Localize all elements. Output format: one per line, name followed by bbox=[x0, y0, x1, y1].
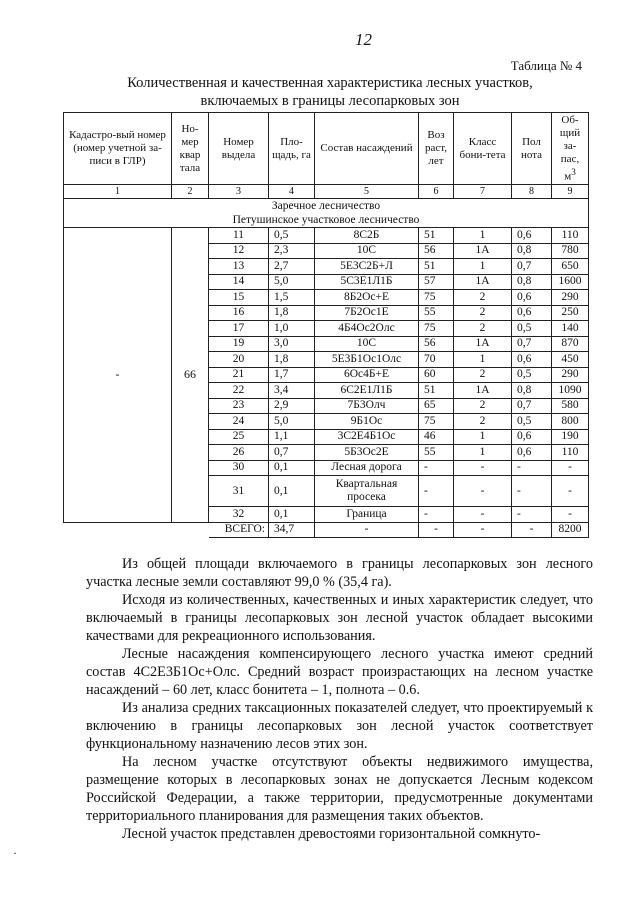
polnota-cell: - bbox=[512, 507, 552, 523]
composition-cell: 5Б3Ос2Е bbox=[315, 445, 419, 461]
stock-cell: - bbox=[552, 476, 589, 507]
stock-cell: 1600 bbox=[552, 274, 589, 290]
total-row bbox=[64, 522, 589, 538]
stock-cell: 650 bbox=[552, 259, 589, 275]
total-polnota: - bbox=[512, 522, 552, 538]
composition-cell: 5Е3С2Б+Л bbox=[315, 259, 419, 275]
area-cell: 3,4 bbox=[269, 383, 315, 399]
col-index: 7 bbox=[454, 185, 512, 199]
vydel-cell: 13 bbox=[209, 259, 269, 275]
stock-cell: - bbox=[552, 460, 589, 476]
header-area: Пло-щадь, га bbox=[269, 113, 315, 185]
composition-cell: Граница bbox=[315, 507, 419, 523]
polnota-cell: 0,7 bbox=[512, 336, 552, 352]
composition-cell: 7Б3Олч bbox=[315, 398, 419, 414]
area-cell: 1,8 bbox=[269, 305, 315, 321]
vydel-cell: 24 bbox=[209, 414, 269, 430]
vydel-cell: 23 bbox=[209, 398, 269, 414]
vydel-cell: 26 bbox=[209, 445, 269, 461]
polnota-cell: 0,6 bbox=[512, 290, 552, 306]
vydel-cell: 14 bbox=[209, 274, 269, 290]
vydel-cell: 31 bbox=[209, 476, 269, 507]
composition-cell: 6Ос4Б+Е bbox=[315, 367, 419, 383]
district-name: Петушинское участковое лесничество bbox=[64, 213, 589, 228]
bonitet-cell: 2 bbox=[454, 398, 512, 414]
col-index: 8 bbox=[512, 185, 552, 199]
header-age: Воз раст, лет bbox=[419, 113, 454, 185]
header-cadastral: Кадастро-вый номер (номер учетной за-писи в ГЛР) bbox=[64, 113, 172, 185]
composition-cell: 7Б2Ос1Е bbox=[315, 305, 419, 321]
total-area: 34,7 bbox=[269, 522, 315, 538]
vydel-cell: 15 bbox=[209, 290, 269, 306]
polnota-cell: 0,6 bbox=[512, 352, 552, 368]
polnota-cell: 0,6 bbox=[512, 305, 552, 321]
header-composition: Состав насаждений bbox=[315, 113, 419, 185]
stock-cell: 110 bbox=[552, 445, 589, 461]
header-polnota: Пол нота bbox=[512, 113, 552, 185]
vydel-cell: 20 bbox=[209, 352, 269, 368]
col-index: 6 bbox=[419, 185, 454, 199]
body-text bbox=[86, 555, 593, 843]
vydel-cell: 22 bbox=[209, 383, 269, 399]
header-stock-sup: 3 bbox=[571, 166, 576, 177]
bonitet-cell: 1А bbox=[454, 243, 512, 259]
age-cell: 70 bbox=[419, 352, 454, 368]
header-bonitet: Класс бони-тета bbox=[454, 113, 512, 185]
polnota-cell: 0,8 bbox=[512, 383, 552, 399]
col-index: 9 bbox=[552, 185, 589, 199]
age-cell: 55 bbox=[419, 305, 454, 321]
area-cell: 3,0 bbox=[269, 336, 315, 352]
total-age: - bbox=[419, 522, 454, 538]
cadastral-cell: - bbox=[64, 228, 172, 523]
age-cell: 65 bbox=[419, 398, 454, 414]
bonitet-cell: 2 bbox=[454, 414, 512, 430]
bonitet-cell: - bbox=[454, 507, 512, 523]
stock-cell: 870 bbox=[552, 336, 589, 352]
vydel-cell: 19 bbox=[209, 336, 269, 352]
col-index: 5 bbox=[315, 185, 419, 199]
stock-cell: 290 bbox=[552, 367, 589, 383]
bonitet-cell: 1А bbox=[454, 274, 512, 290]
bonitet-cell: 1 bbox=[454, 259, 512, 275]
margin-dot: · bbox=[13, 846, 17, 860]
composition-cell: Квартальная просека bbox=[315, 476, 419, 507]
area-cell: 0,7 bbox=[269, 445, 315, 461]
polnota-cell: 0,5 bbox=[512, 414, 552, 430]
age-cell: - bbox=[419, 507, 454, 523]
stock-cell: 250 bbox=[552, 305, 589, 321]
composition-cell: Лесная дорога bbox=[315, 460, 419, 476]
stock-cell: 780 bbox=[552, 243, 589, 259]
area-cell: 2,3 bbox=[269, 243, 315, 259]
composition-cell: 9Б1Ос bbox=[315, 414, 419, 430]
vydel-cell: 30 bbox=[209, 460, 269, 476]
vydel-cell: 17 bbox=[209, 321, 269, 337]
total-bonitet: - bbox=[454, 522, 512, 538]
polnota-cell: 0,5 bbox=[512, 367, 552, 383]
header-vydel: Номер выдела bbox=[209, 113, 269, 185]
area-cell: 5,0 bbox=[269, 414, 315, 430]
header-stock bbox=[552, 113, 589, 185]
district-row bbox=[64, 213, 589, 228]
vydel-cell: 11 bbox=[209, 228, 269, 244]
area-cell: 0,5 bbox=[269, 228, 315, 244]
composition-cell: 10С bbox=[315, 336, 419, 352]
age-cell: 56 bbox=[419, 243, 454, 259]
area-cell: 2,7 bbox=[269, 259, 315, 275]
area-cell: 0,1 bbox=[269, 476, 315, 507]
stock-cell: 290 bbox=[552, 290, 589, 306]
composition-cell: 8Б2Ос+Е bbox=[315, 290, 419, 306]
age-cell: 57 bbox=[419, 274, 454, 290]
vydel-cell: 32 bbox=[209, 507, 269, 523]
area-cell: 5,0 bbox=[269, 274, 315, 290]
area-cell: 0,1 bbox=[269, 507, 315, 523]
page-number: 12 bbox=[355, 30, 372, 49]
polnota-cell: - bbox=[512, 476, 552, 507]
total-stock: 8200 bbox=[552, 522, 589, 538]
age-cell: 46 bbox=[419, 429, 454, 445]
forest-plots-table bbox=[63, 112, 589, 538]
composition-cell: 6С2Е1Л1Б bbox=[315, 383, 419, 399]
composition-cell: 8С2Б bbox=[315, 228, 419, 244]
composition-cell: 5Е3Б1Ос1Олс bbox=[315, 352, 419, 368]
col-index: 2 bbox=[172, 185, 209, 199]
stock-cell: 110 bbox=[552, 228, 589, 244]
header-row bbox=[64, 113, 589, 185]
polnota-cell: 0,6 bbox=[512, 445, 552, 461]
forestry-name: Заречное лесничество bbox=[64, 199, 589, 214]
paragraph: Из анализа средних таксационных показателей следует, что проектируемый к включению в границы лесопарковых зон лесной участок соответствует функциональному назначению лесов этих зон. bbox=[86, 700, 593, 752]
polnota-cell: 0,8 bbox=[512, 243, 552, 259]
bonitet-cell: 2 bbox=[454, 321, 512, 337]
column-index-row bbox=[64, 185, 589, 199]
age-cell: 51 bbox=[419, 228, 454, 244]
area-cell: 1,5 bbox=[269, 290, 315, 306]
composition-cell: 5С3Е1Л1Б bbox=[315, 274, 419, 290]
polnota-cell: - bbox=[512, 460, 552, 476]
paragraph: Лесные насаждения компенсирующего лесного участка имеют средний состав 4С2Е3Б1Ос+Олс. Средний возраст произрастающих на лесном участке насаждений – 60 лет, класс бонитета – 1, полнота – 0.6. bbox=[86, 646, 593, 698]
polnota-cell: 0,7 bbox=[512, 398, 552, 414]
composition-cell: 10С bbox=[315, 243, 419, 259]
age-cell: 75 bbox=[419, 290, 454, 306]
composition-cell: 4Б4Ос2Олс bbox=[315, 321, 419, 337]
bonitet-cell: 1 bbox=[454, 352, 512, 368]
table-title-line-1: Количественная и качественная характеристика лесных участков, bbox=[127, 75, 533, 91]
polnota-cell: 0,8 bbox=[512, 274, 552, 290]
total-composition: - bbox=[315, 522, 419, 538]
bonitet-cell: - bbox=[454, 476, 512, 507]
header-quarter: Но-мер квар тала bbox=[172, 113, 209, 185]
age-cell: 75 bbox=[419, 414, 454, 430]
polnota-cell: 0,7 bbox=[512, 259, 552, 275]
vydel-cell: 12 bbox=[209, 243, 269, 259]
table-title-line-2: включаемых в границы лесопарковых зон bbox=[200, 93, 460, 109]
paragraph: Лесной участок представлен древостоями горизонтальной сомкнуто- bbox=[122, 826, 541, 842]
area-cell: 1,1 bbox=[269, 429, 315, 445]
area-cell: 1,8 bbox=[269, 352, 315, 368]
age-cell: - bbox=[419, 476, 454, 507]
vydel-cell: 21 bbox=[209, 367, 269, 383]
total-label: ВСЕГО: bbox=[209, 522, 269, 538]
bonitet-cell: 2 bbox=[454, 305, 512, 321]
col-index: 4 bbox=[269, 185, 315, 199]
bonitet-cell: 1 bbox=[454, 445, 512, 461]
forestry-row bbox=[64, 199, 589, 214]
polnota-cell: 0,6 bbox=[512, 429, 552, 445]
bonitet-cell: 2 bbox=[454, 367, 512, 383]
age-cell: - bbox=[419, 460, 454, 476]
stock-cell: 1090 bbox=[552, 383, 589, 399]
age-cell: 60 bbox=[419, 367, 454, 383]
col-index: 1 bbox=[64, 185, 172, 199]
stock-cell: 190 bbox=[552, 429, 589, 445]
bonitet-cell: 1А bbox=[454, 383, 512, 399]
bonitet-cell: 2 bbox=[454, 290, 512, 306]
stock-cell: 580 bbox=[552, 398, 589, 414]
composition-cell: 3С2Е4Б1Ос bbox=[315, 429, 419, 445]
area-cell: 1,0 bbox=[269, 321, 315, 337]
vydel-cell: 25 bbox=[209, 429, 269, 445]
stock-cell: 140 bbox=[552, 321, 589, 337]
stock-cell: 450 bbox=[552, 352, 589, 368]
polnota-cell: 0,5 bbox=[512, 321, 552, 337]
paragraph: На лесном участке отсутствуют объекты недвижимого имущества, размещение которых в лесопарковых зонах не допускается Лесным кодексом Российской Федерации, а также территории, предусмотренные документами территориального планирования для размещения таких объектов. bbox=[86, 754, 593, 824]
bonitet-cell: 1А bbox=[454, 336, 512, 352]
area-cell: 1,7 bbox=[269, 367, 315, 383]
header-stock-text: Об-щий за-пас, м bbox=[559, 113, 581, 183]
area-cell: 0,1 bbox=[269, 460, 315, 476]
vydel-cell: 16 bbox=[209, 305, 269, 321]
paragraph: Из общей площади включаемого в границы лесопарковых зон лесного участка лесные земли составляют 99,0 % (35,4 га). bbox=[86, 556, 593, 590]
stock-cell: - bbox=[552, 507, 589, 523]
col-index: 3 bbox=[209, 185, 269, 199]
age-cell: 55 bbox=[419, 445, 454, 461]
age-cell: 56 bbox=[419, 336, 454, 352]
stock-cell: 800 bbox=[552, 414, 589, 430]
table-row bbox=[64, 228, 589, 244]
age-cell: 51 bbox=[419, 383, 454, 399]
quarter-cell: 66 bbox=[172, 228, 209, 523]
age-cell: 75 bbox=[419, 321, 454, 337]
bonitet-cell: - bbox=[454, 460, 512, 476]
paragraph: Исходя из количественных, качественных и иных характеристик следует, что включаемый в границы лесопарковых зон лесной участок обладает высокими качествами для рекреационного использования. bbox=[86, 592, 593, 644]
table-number: Таблица № 4 bbox=[510, 58, 582, 73]
table-title bbox=[60, 74, 600, 110]
area-cell: 2,9 bbox=[269, 398, 315, 414]
bonitet-cell: 1 bbox=[454, 429, 512, 445]
bonitet-cell: 1 bbox=[454, 228, 512, 244]
age-cell: 51 bbox=[419, 259, 454, 275]
polnota-cell: 0,6 bbox=[512, 228, 552, 244]
